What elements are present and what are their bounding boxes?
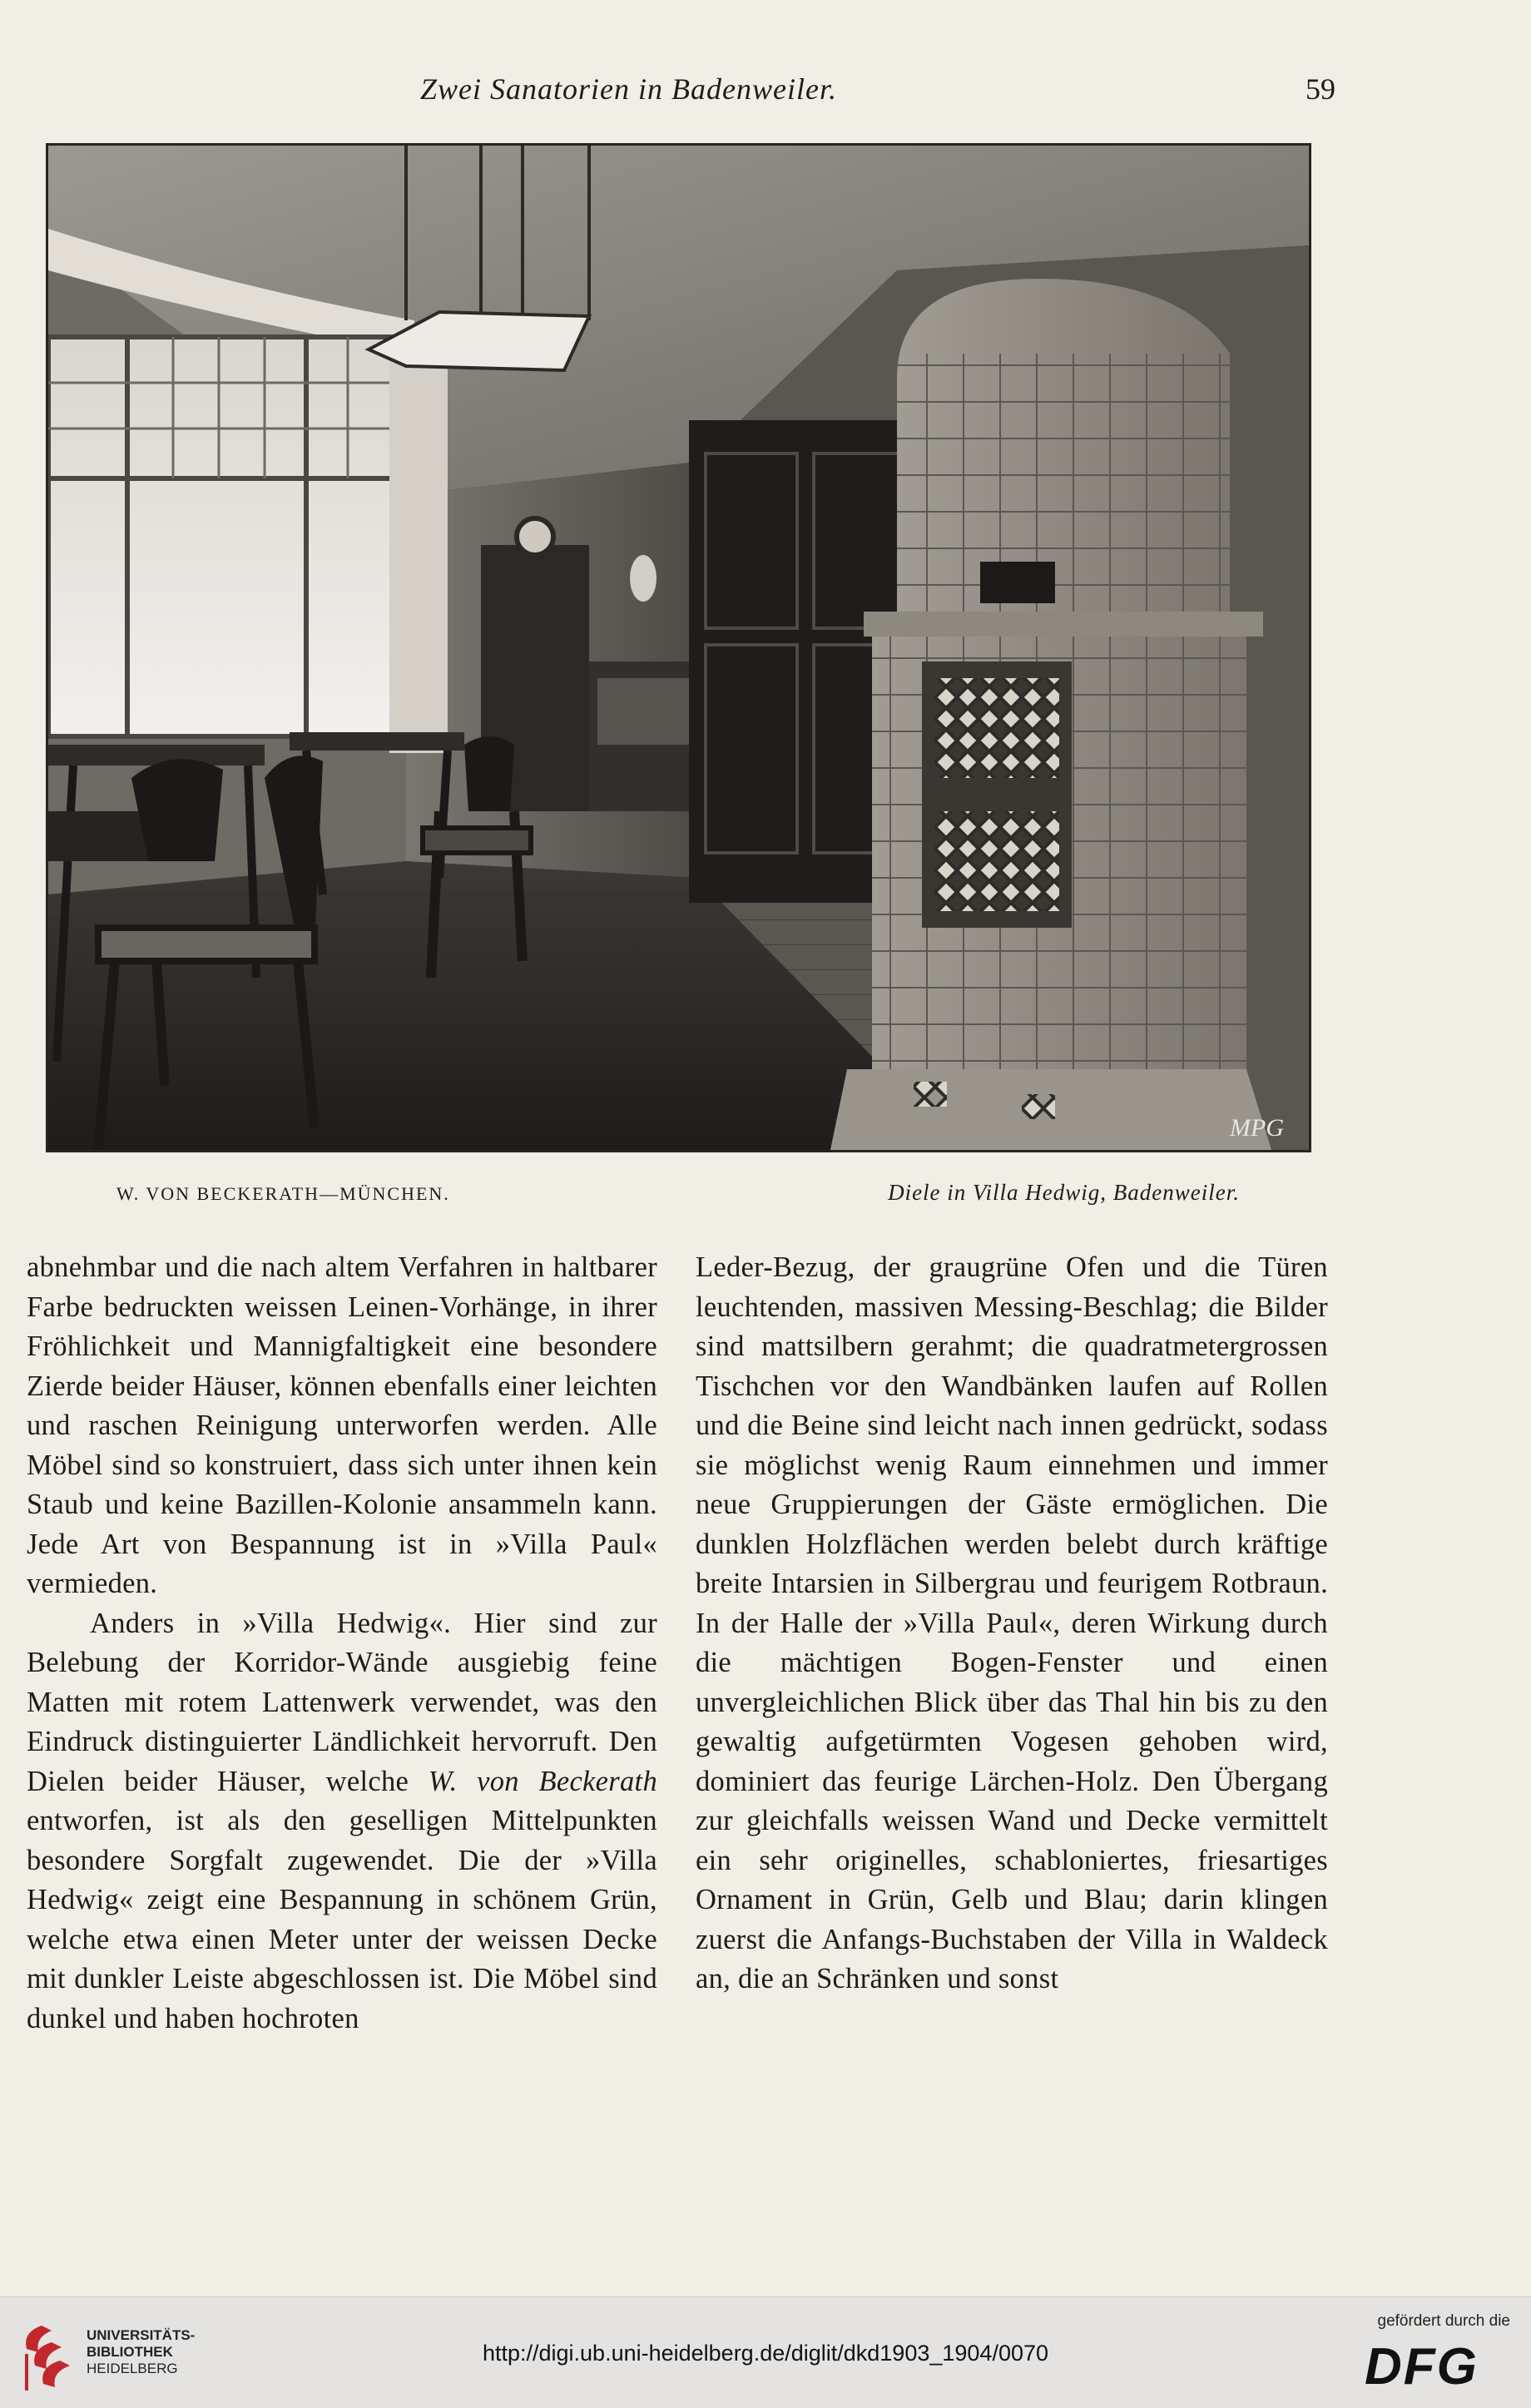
dfg-logo: DFG <box>1365 2338 1479 2396</box>
text-column-left <box>27 1248 657 2039</box>
photo-monogram: MPG <box>1230 1114 1284 1142</box>
paragraph-text: entworfen, ist als den geselligen Mittelpunkten besondere Sorgfalt zugewendet. Die der »Villa Hedwig« zeigt eine Bespannung in schönem Grün, welche etwa einen Meter unter der weissen Decke mit dunkler Leiste abgeschlossen ist. Die Möbel sind dunkel und haben hochroten <box>27 1805 657 2034</box>
paragraph <box>27 1604 657 2039</box>
photo-credit: W. VON BECKERATH—MÜNCHEN. <box>116 1183 450 1204</box>
running-title: Zwei Sanatorien in Badenweiler. <box>420 72 837 106</box>
paragraph-text: Anders in »Villa Hedwig«. Hier sind zur Belebung der Korridor-Wände ausgiebig feine Matten mit rotem Lattenwerk verwendet, was den Eindruck distinguierter Ländlichkeit hervorruft. Den Dielen beider Häuser, welche <box>27 1607 657 1797</box>
library-name-line: BIBLIOTHEK <box>87 2344 173 2360</box>
funder-label: gefördert durch die <box>1377 2312 1510 2330</box>
paragraph: Leder-Bezug, der graugrüne Ofen und die Türen leuchtenden, massiven Messing-Beschlag; die Bilder sind mattsilbern gerahmt; die quadratmetergrossen Tischchen vor den Wandbänken laufen auf Rollen und die Beine sind leicht nach innen gedrückt, sodass sie möglichst wenig Raum einnehmen und immer neue Gruppierungen der Gäste ermöglichen. Die dunklen Holzflächen werden belebt durch kräftige breite Intarsien in Silbergrau und feurigem Rotbraun. In der Halle der »Villa Paul«, deren Wirkung durch die mächtigen Bogen-Fenster und einen unvergleichlichen Blick über das Thal hin bis zu den gewaltig aufgetürmten Vogesen gehoben wird, dominiert das feurige Lärchen-Holz. Den Übergang zur gleichfalls weissen Wand und Decke vermittelt ein sehr originelles, schabloniertes, friesartiges Ornament in Grün, Gelb und Blau; darin klingen zuerst die Anfangs-Buchstaben der Villa in Waldeck an, die an Schränken und sonst <box>696 1251 1328 1994</box>
library-name-line: HEIDELBERG <box>87 2361 178 2376</box>
digitization-footer <box>0 2297 1531 2408</box>
paragraph: abnehmbar und die nach altem Verfahren in haltbarer Farbe bedruckten weissen Leinen-Vorhänge, in ihrer Fröhlichkeit und Mannigfaltigkeit eine besondere Zierde beider Häuser, können ebenfalls einer leichten und raschen Reinigung unterworfen werden. Alle Möbel sind so konstruiert, dass sich unter ihnen kein Staub und keine Bazillen-Kolonie ansammeln kann. Jede Art von Bespannung ist in »Villa Paul« vermieden. <box>27 1251 657 1599</box>
page-number: 59 <box>1306 72 1335 106</box>
interior-photograph <box>48 146 1309 1150</box>
library-name <box>87 2327 195 2377</box>
text-column-right <box>696 1248 1328 1999</box>
page-header <box>0 72 1531 113</box>
architect-name: W. von Beckerath <box>428 1765 657 1797</box>
permalink[interactable]: http://digi.ub.uni-heidelberg.de/diglit/dkd1903_1904/0070 <box>482 2341 1049 2366</box>
library-logo-icon <box>18 2316 77 2396</box>
library-name-line: UNIVERSITÄTS- <box>87 2327 196 2343</box>
photo-title: Diele in Villa Hedwig, Badenweiler. <box>888 1180 1240 1205</box>
photo-caption <box>0 1178 1531 1211</box>
photo-plate <box>46 143 1311 1152</box>
